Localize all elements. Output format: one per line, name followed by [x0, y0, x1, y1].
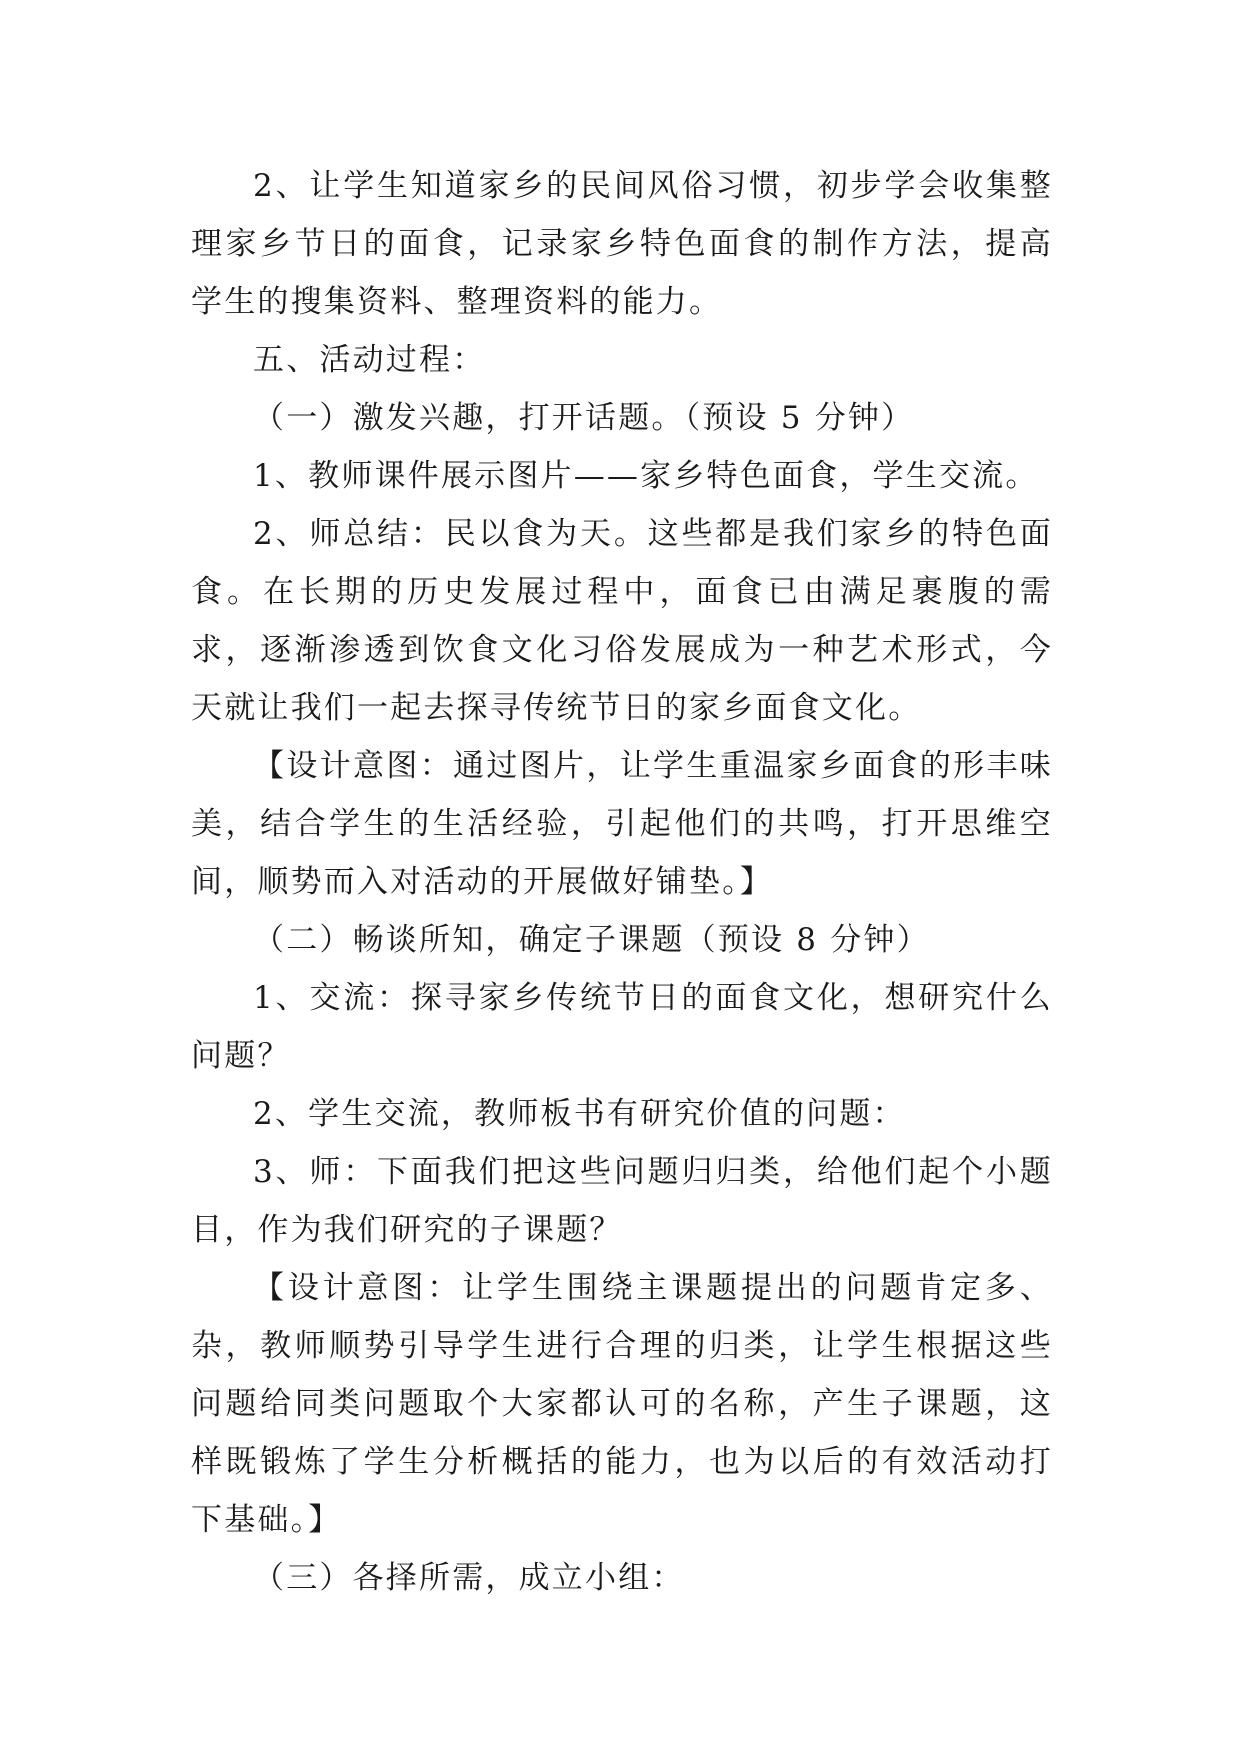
paragraph-step-2-item-3: 3、师：下面我们把这些问题归归类，给他们起个小题目，作为我们研究的子课题？: [191, 1154, 1053, 1248]
design-intent-2: 【设计意图：让学生围绕主课题提出的问题肯定多、杂，教师顺势引导学生进行合理的归类，让学生根据这些问题给同类问题取个大家都认可的名称，产生子课题，这样既锻炼了学生分析概括的能力，也为以后的有效活动打下基础。】: [191, 1270, 1053, 1538]
heading-activity-process: 五、活动过程：: [253, 342, 486, 378]
subheading-step-3: （三）各择所需，成立小组：: [253, 1560, 685, 1596]
design-intent-1: 【设计意图：通过图片，让学生重温家乡面食的形丰味美，结合学生的生活经验，引起他们的共鸣，打开思维空间，顺势而入对活动的开展做好铺垫。】: [191, 748, 1053, 900]
paragraph-step-1-item-2: 2、师总结：民以食为天。这些都是我们家乡的特色面食。在长期的历史发展过程中，面食已由满足裹腹的需求，逐渐渗透到饮食文化习俗发展成为一种艺术形式，今天就让我们一起去探寻传统节日的家乡面食文化。: [191, 516, 1053, 726]
paragraph-step-2-item-2: 2、学生交流，教师板书有研究价值的问题：: [253, 1096, 906, 1132]
subheading-step-2: （二）畅谈所知，确定子课题（预设 8 分钟）: [253, 922, 930, 958]
subheading-step-1: （一）激发兴趣，打开话题。（预设 5 分钟）: [253, 400, 915, 436]
paragraph-step-1-item-1: 1、教师课件展示图片——家乡特色面食，学生交流。: [253, 458, 1039, 494]
paragraph-goal-2: 2、让学生知道家乡的民间风俗习惯，初步学会收集整理家乡节日的面食，记录家乡特色面食的制作方法，提高学生的搜集资料、整理资料的能力。: [191, 168, 1053, 320]
paragraph-step-2-item-1: 1、交流：探寻家乡传统节日的面食文化，想研究什么问题？: [191, 980, 1053, 1074]
document-body: [191, 157, 1053, 1607]
